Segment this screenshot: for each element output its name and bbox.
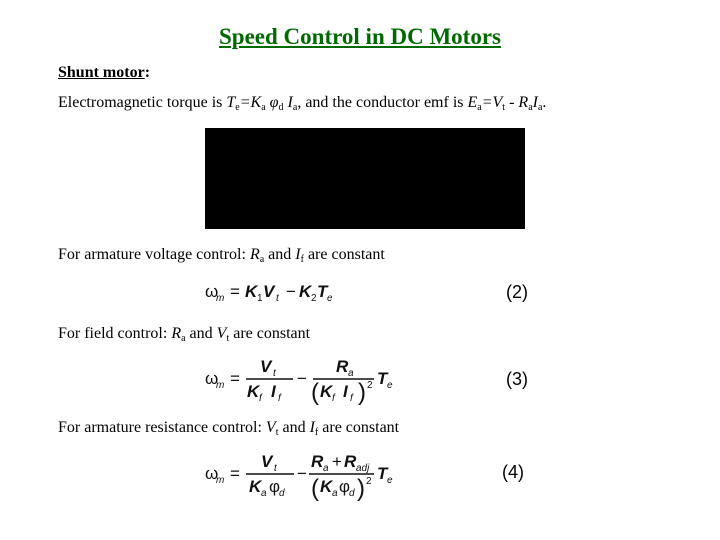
- cond2-sub1: a: [181, 333, 186, 344]
- torque-symbol: T: [226, 94, 236, 111]
- eq3-r-sub: a: [348, 368, 354, 379]
- intro-equals-v: =V: [481, 94, 503, 111]
- equation-2: [0, 270, 720, 310]
- eq3-k2-sub: f: [332, 393, 335, 404]
- eq3-rparen: ): [358, 379, 366, 406]
- emf-symbol: E: [467, 94, 478, 111]
- eq4-number: (4): [502, 462, 524, 482]
- eq3-square: 2: [367, 380, 373, 391]
- cond3-sym1: V: [265, 419, 276, 436]
- eq4-r2: R: [344, 452, 357, 471]
- eq4-plus: +: [332, 452, 342, 471]
- current-subscript-2: a: [537, 102, 543, 113]
- eq3-i2-sub: f: [350, 393, 353, 404]
- eq2-t: T: [317, 282, 328, 301]
- eq2-omega: ω: [205, 282, 219, 301]
- eq2-k1: K: [245, 282, 258, 301]
- cond1-text: For armature voltage control:: [58, 246, 250, 263]
- eq3-m: m: [216, 380, 225, 391]
- current-symbol-2: I: [532, 94, 538, 111]
- ka-subscript: a: [261, 102, 266, 113]
- eq4-r1-sub: a: [323, 463, 329, 474]
- intro-part-2: , and the conductor emf is: [297, 94, 468, 111]
- emf-subscript: a: [477, 102, 482, 113]
- eq4-phi2-sub: d: [349, 488, 355, 499]
- eq3-lparen: (: [311, 379, 319, 406]
- phi-symbol: φ: [265, 94, 279, 111]
- eq3-kf-sub: f: [259, 393, 262, 404]
- eq2-minus: −: [286, 282, 296, 301]
- cond1-sym2: I: [295, 246, 301, 263]
- page-title: Speed Control in DC Motors: [219, 24, 501, 49]
- eq3-omega: ω: [205, 369, 219, 388]
- cond2-sym1: R: [171, 325, 182, 342]
- eq2-v: V: [263, 282, 275, 301]
- cond3-sub1: t: [275, 427, 279, 438]
- intro-end: .: [542, 94, 547, 111]
- eq3-r: R: [336, 357, 349, 376]
- vt-subscript: t: [502, 102, 506, 113]
- heading-colon: :: [144, 64, 151, 81]
- cond2-sym2: V: [216, 325, 227, 342]
- eq4-ka-k: K: [249, 477, 262, 496]
- eq2-equals: =: [230, 282, 240, 301]
- eq4-minus: −: [297, 464, 307, 483]
- intro-minus-r: - R: [505, 94, 529, 111]
- eq3-number: (3): [506, 369, 528, 389]
- cond1-tail: are constant: [303, 246, 385, 263]
- cond2-and: and: [185, 325, 217, 342]
- eq3-if-i: I: [271, 382, 276, 401]
- section-heading: [58, 64, 150, 82]
- eq4-phi-sub: d: [279, 488, 285, 499]
- eq4-k2: K: [320, 477, 333, 496]
- cond1-sub2: f: [300, 254, 304, 265]
- current-symbol: I: [283, 94, 293, 111]
- intro-part-1: Electromagnetic torque is: [58, 94, 227, 111]
- cond1-and: and: [264, 246, 296, 263]
- eq4-m: m: [216, 475, 225, 486]
- eq2-k2: K: [299, 282, 312, 301]
- eq2-number: (2): [506, 282, 528, 302]
- condition-field: [58, 325, 310, 344]
- equation-4: [0, 446, 720, 506]
- current-subscript: a: [292, 102, 298, 113]
- eq4-square: 2: [366, 476, 372, 487]
- cond2-sub2: t: [226, 333, 230, 344]
- cond3-sym2: I: [309, 419, 315, 436]
- eq3-kf-k: K: [247, 382, 260, 401]
- eq4-r1: R: [311, 452, 324, 471]
- eq2-t-sub: e: [327, 293, 333, 304]
- eq4-v: V: [261, 452, 273, 471]
- eq2-m: m: [216, 293, 225, 304]
- phi-subscript: d: [278, 102, 284, 113]
- cond1-sym1: R: [249, 246, 260, 263]
- eq4-omega: ω: [205, 464, 219, 483]
- cond2-tail: are constant: [229, 325, 311, 342]
- cond3-tail: are constant: [318, 419, 400, 436]
- eq4-k2-sub: a: [332, 488, 338, 499]
- heading-label: Shunt motor: [58, 64, 145, 81]
- intro-text: [58, 94, 546, 113]
- figure-placeholder: [205, 128, 525, 229]
- eq4-t-sub: e: [387, 475, 393, 486]
- intro-equals-k: =K: [239, 94, 262, 111]
- cond3-sub2: f: [314, 427, 319, 438]
- eq4-phi: φ: [269, 477, 281, 496]
- eq3-minus: −: [297, 369, 307, 388]
- eq3-t-sub: e: [387, 380, 393, 391]
- eq2-k2-sub: 2: [311, 293, 317, 304]
- condition-armature-resistance: [58, 419, 399, 438]
- eq2-v-sub: t: [276, 293, 279, 304]
- eq4-t: T: [377, 464, 388, 483]
- eq3-v: V: [260, 357, 272, 376]
- cond2-text: For field control:: [58, 325, 172, 342]
- eq2-k1-sub: 1: [257, 293, 263, 304]
- eq4-equals: =: [230, 464, 240, 483]
- eq3-v-sub: t: [273, 368, 276, 379]
- ra-subscript: a: [528, 102, 533, 113]
- eq4-r2-sub: adj: [356, 463, 370, 474]
- eq3-equals: =: [230, 369, 240, 388]
- eq3-k2: K: [320, 382, 333, 401]
- eq4-rparen: ): [357, 475, 365, 502]
- eq3-t: T: [377, 369, 388, 388]
- eq4-phi2: φ: [339, 477, 351, 496]
- cond3-text: For armature resistance control:: [58, 419, 266, 436]
- eq4-lparen: (: [311, 475, 319, 502]
- equation-3: [0, 352, 720, 412]
- eq3-i2: I: [343, 382, 348, 401]
- eq4-ka-sub: a: [261, 488, 267, 499]
- condition-armature-voltage: [58, 246, 385, 265]
- cond1-sub1: a: [259, 254, 265, 265]
- cond3-and: and: [278, 419, 310, 436]
- eq4-v-sub: t: [274, 463, 277, 474]
- torque-subscript: e: [235, 102, 240, 113]
- eq3-if-sub: f: [278, 393, 281, 404]
